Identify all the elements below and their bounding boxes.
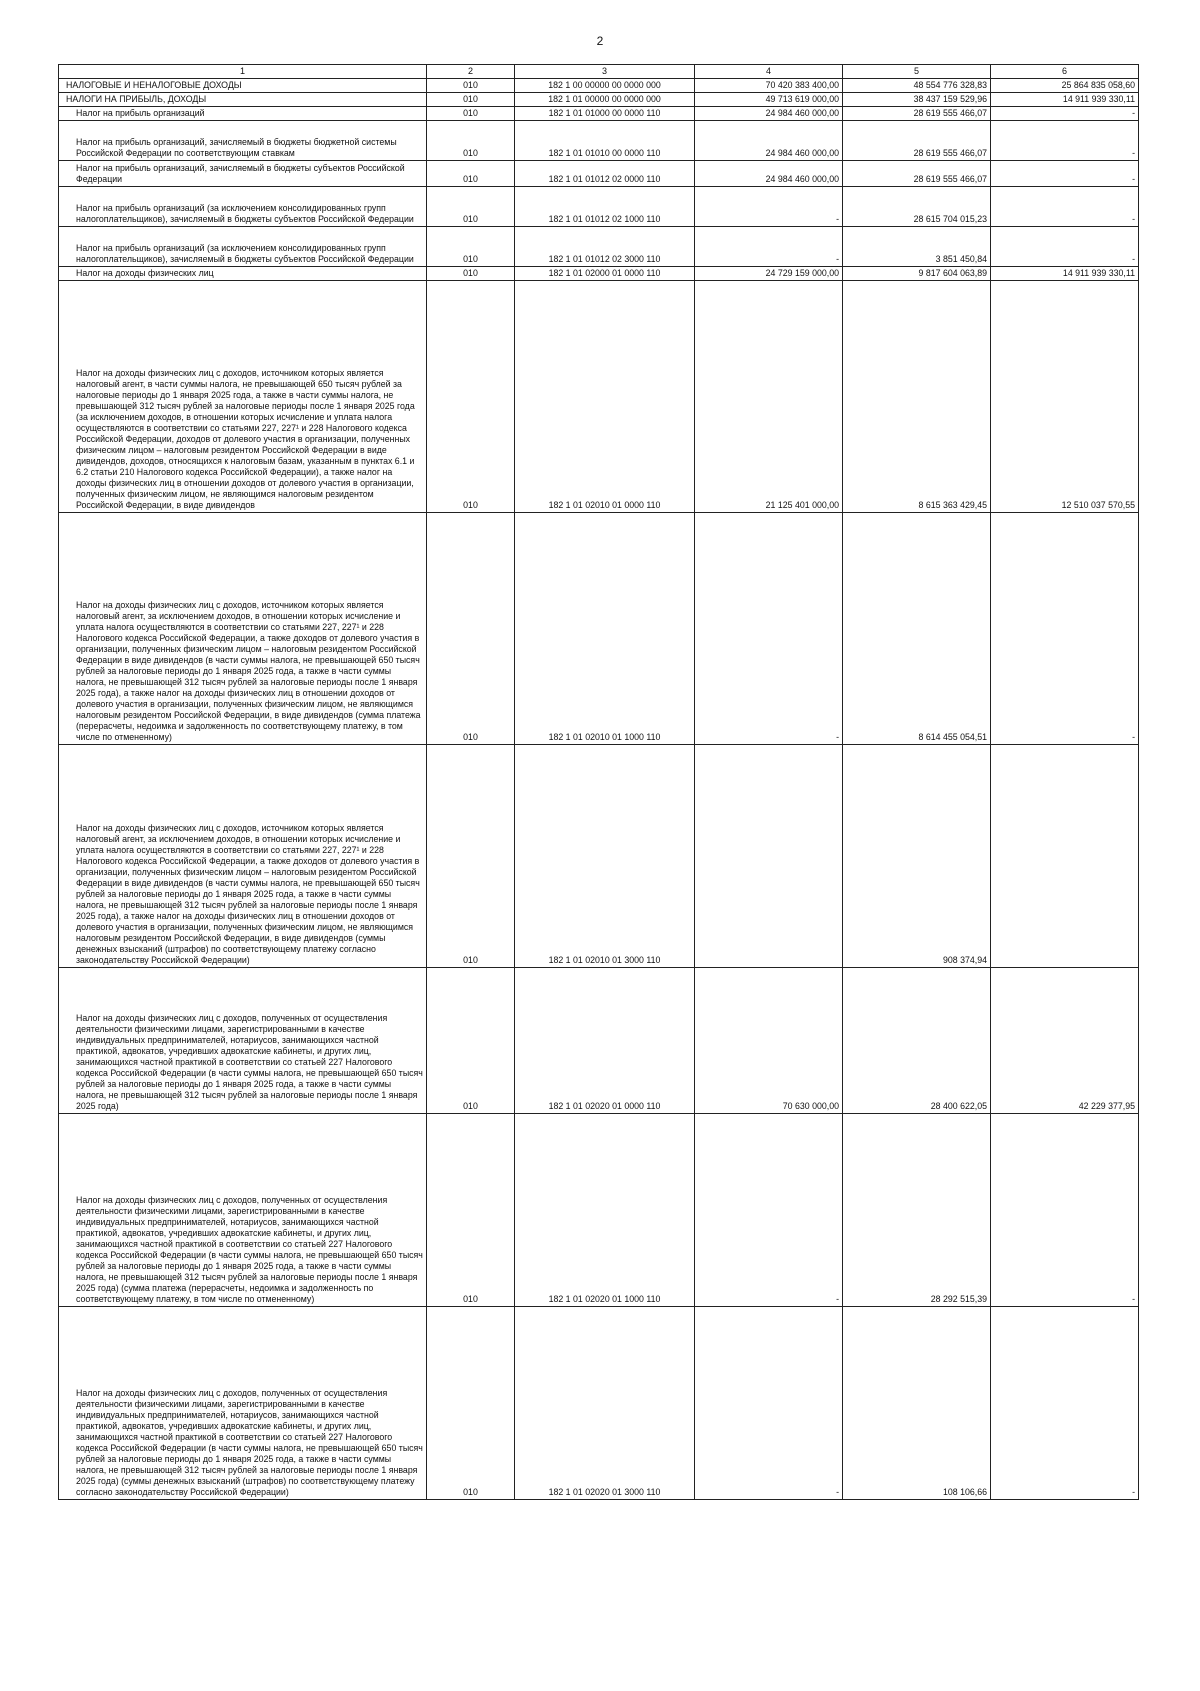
column-header: 5 [843,65,991,79]
executed-amount-cell: 3 851 450,84 [843,227,991,267]
column-header: 1 [59,65,427,79]
table-row [59,281,1139,513]
indicator-name: Налог на доходы физических лиц с доходов, полученных от осуществления деятельности физическими лицами, зарегистрированными в качестве индивидуальных предпринимателей, нотариусов, занимающихся частной практикой, адвокатов, учредивших адвокатские кабинеты, и других лиц, занимающихся частной практикой в соответствии со статьей 227 Налогового кодекса Российской Федерации (в части суммы налога, не превышающей 650 тысяч рублей за налоговые периоды до 1 января 2025 года, а также в части суммы налога, не превышающей 312 тысяч рублей за налоговые периоды после 1 января 2025 года) [76,1013,423,1112]
budget-classification-code-cell: 182 1 01 02010 01 3000 110 [515,745,695,968]
line-code-cell: 010 [427,1307,515,1500]
executed-amount-cell: 8 614 455 054,51 [843,513,991,745]
approved-amount-cell: - [695,227,843,267]
approved-amount-cell: 24 984 460 000,00 [695,161,843,187]
approved-amount-cell: - [695,513,843,745]
table-row [59,968,1139,1114]
line-code-cell: 010 [427,107,515,121]
approved-amount-cell: 24 984 460 000,00 [695,121,843,161]
budget-classification-code-cell: 182 1 01 00000 00 0000 000 [515,93,695,107]
line-code-cell: 010 [427,968,515,1114]
budget-classification-code-cell: 182 1 01 01012 02 1000 110 [515,187,695,227]
line-code-cell: 010 [427,281,515,513]
table-row [59,267,1139,281]
column-header: 3 [515,65,695,79]
budget-classification-code-cell: 182 1 01 01010 00 0000 110 [515,121,695,161]
indicator-name-cell [59,513,427,745]
table-row [59,79,1139,93]
approved-amount-cell: 49 713 619 000,00 [695,93,843,107]
unexecuted-amount-cell: - [991,107,1139,121]
line-code-cell: 010 [427,267,515,281]
table-row [59,1114,1139,1307]
approved-amount-cell: 24 729 159 000,00 [695,267,843,281]
indicator-name: НАЛОГИ НА ПРИБЫЛЬ, ДОХОДЫ [66,94,207,105]
budget-classification-code-cell: 182 1 01 02010 01 0000 110 [515,281,695,513]
executed-amount-cell: 28 619 555 466,07 [843,121,991,161]
approved-amount-cell: - [695,1307,843,1500]
approved-amount-cell [695,745,843,968]
approved-amount-cell: 70 630 000,00 [695,968,843,1114]
unexecuted-amount-cell: - [991,161,1139,187]
indicator-name-cell [59,121,427,161]
indicator-name-cell [59,281,427,513]
budget-classification-code-cell: 182 1 01 01012 02 0000 110 [515,161,695,187]
budget-classification-code-cell: 182 1 01 02020 01 1000 110 [515,1114,695,1307]
table-row [59,187,1139,227]
indicator-name-cell [59,93,427,107]
executed-amount-cell: 108 106,66 [843,1307,991,1500]
executed-amount-cell: 28 292 515,39 [843,1114,991,1307]
indicator-name: Налог на прибыль организаций, зачисляемый в бюджеты бюджетной системы Российской Федерации по соответствующим ставкам [76,137,397,159]
line-code-cell: 010 [427,745,515,968]
table-row [59,1307,1139,1500]
report-table [58,64,1139,1500]
indicator-name-cell [59,1307,427,1500]
indicator-name: Налог на прибыль организаций, зачисляемый в бюджеты субъектов Российской Федерации [76,163,405,185]
table-row [59,161,1139,187]
indicator-name: Налог на прибыль организаций (за исключением консолидированных групп налогоплательщиков), зачисляемый в бюджеты субъектов Российской Федерации [76,203,414,225]
executed-amount-cell: 38 437 159 529,96 [843,93,991,107]
indicator-name: Налог на доходы физических лиц с доходов, источником которых является налоговый агент, за исключением доходов, в отношении которых исчисление и уплата налога осуществляются в соответствии со статьями 227, 227¹ и 228 Налогового кодекса Российской Федерации, а также доходов от долевого участия в организации, полученных физическим лицом – налоговым резидентом Российской Федерации в виде дивидендов (в части суммы налога, не превышающей 650 тысяч рублей за налоговые периоды до 1 января 2025 года, а также в части суммы налога, не превышающей 312 тысяч рублей за налоговые периоды после 1 января 2025 года), а также налог на доходы физических лиц в отношении доходов от долевого участия в организации, полученных физическим лицом, не являющимся налоговым резидентом Российской Федерации, в виде дивидендов (суммы денежных взысканий (штрафов) по соответствующему платежу согласно законодательству Российской Федерации) [76,823,420,966]
approved-amount-cell: 70 420 383 400,00 [695,79,843,93]
table-row [59,745,1139,968]
indicator-name: Налог на доходы физических лиц с доходов, источником которых является налоговый агент, за исключением доходов, в отношении которых исчисление и уплата налога осуществляются в соответствии со статьями 227, 227¹ и 228 Налогового кодекса Российской Федерации, а также доходов от долевого участия в организации, полученных физическим лицом – налоговым резидентом Российской Федерации в виде дивидендов (в части суммы налога, не превышающей 650 тысяч рублей за налоговые периоды до 1 января 2025 года, а также в части суммы налога, не превышающей 312 тысяч рублей за налоговые периоды после 1 января 2025 года), а также налог на доходы физических лиц в отношении доходов от долевого участия в организации, полученных физическим лицом, не являющимся налоговым резидентом Российской Федерации, в виде дивидендов (сумма платежа (перерасчеты, недоимка и задолженность по соответствующему платежу, в том числе по отмененному) [76,600,421,743]
table-row [59,227,1139,267]
line-code-cell: 010 [427,1114,515,1307]
executed-amount-cell: 48 554 776 328,83 [843,79,991,93]
table-row [59,121,1139,161]
budget-classification-code-cell: 182 1 01 02020 01 0000 110 [515,968,695,1114]
budget-classification-code-cell: 182 1 01 01012 02 3000 110 [515,227,695,267]
unexecuted-amount-cell [991,745,1139,968]
indicator-name: Налог на прибыль организаций [76,108,205,119]
executed-amount-cell: 28 615 704 015,23 [843,187,991,227]
executed-amount-cell: 908 374,94 [843,745,991,968]
budget-classification-code-cell: 182 1 01 02000 01 0000 110 [515,267,695,281]
budget-classification-code-cell: 182 1 01 01000 00 0000 110 [515,107,695,121]
approved-amount-cell: 21 125 401 000,00 [695,281,843,513]
line-code-cell: 010 [427,93,515,107]
indicator-name: НАЛОГОВЫЕ И НЕНАЛОГОВЫЕ ДОХОДЫ [66,80,242,91]
line-code-cell: 010 [427,79,515,93]
unexecuted-amount-cell: 25 864 835 058,60 [991,79,1139,93]
indicator-name-cell [59,1114,427,1307]
indicator-name: Налог на доходы физических лиц с доходов, источником которых является налоговый агент, в части суммы налога, не превышающей 650 тысяч рублей за налоговые периоды до 1 января 2025 года, а также в части суммы налога, не превышающей 312 тысяч рублей за налоговые периоды после 1 января 2025 года (за исключением доходов, в отношении которых исчисление и уплата налога осуществляются в соответствии со статьями 227, 227¹ и 228 Налогового кодекса Российской Федерации, доходов от долевого участия в организации, полученных физическим лицом – налоговым резидентом Российской Федерации в виде дивидендов, доходов, относящихся к налоговым базам, указанным в пунктах 6.1 и 6.2 статьи 210 Налогового кодекса Российской Федерации), а также налог на доходы физических лиц в отношении доходов от долевого участия в организации, полученных физическим лицом, не являющимся налоговым резидентом Российской Федерации, в виде дивидендов [76,368,415,511]
unexecuted-amount-cell: 42 229 377,95 [991,968,1139,1114]
line-code-cell: 010 [427,121,515,161]
column-header: 2 [427,65,515,79]
executed-amount-cell: 8 615 363 429,45 [843,281,991,513]
unexecuted-amount-cell: - [991,227,1139,267]
indicator-name-cell [59,107,427,121]
indicator-name: Налог на доходы физических лиц с доходов, полученных от осуществления деятельности физическими лицами, зарегистрированными в качестве индивидуальных предпринимателей, нотариусов, занимающихся частной практикой, адвокатов, учредивших адвокатские кабинеты, и других лиц, занимающихся частной практикой в соответствии со статьей 227 Налогового кодекса Российской Федерации (в части суммы налога, не превышающей 650 тысяч рублей за налоговые периоды до 1 января 2025 года, а также в части суммы налога, не превышающей 312 тысяч рублей за налоговые периоды после 1 января 2025 года) (суммы денежных взысканий (штрафов) по соответствующему платежу согласно законодательству Российской Федерации) [76,1388,423,1498]
column-number-row [59,65,1139,79]
page-number: 2 [596,34,604,48]
line-code-cell: 010 [427,161,515,187]
indicator-name-cell [59,187,427,227]
unexecuted-amount-cell: - [991,1307,1139,1500]
table-row [59,513,1139,745]
indicator-name-cell [59,968,427,1114]
indicator-name: Налог на доходы физических лиц с доходов, полученных от осуществления деятельности физическими лицами, зарегистрированными в качестве индивидуальных предпринимателей, нотариусов, занимающихся частной практикой, адвокатов, учредивших адвокатские кабинеты, и других лиц, занимающихся частной практикой в соответствии со статьей 227 Налогового кодекса Российской Федерации (в части суммы налога, не превышающей 650 тысяч рублей за налоговые периоды до 1 января 2025 года, а также в части суммы налога, не превышающей 312 тысяч рублей за налоговые периоды после 1 января 2025 года) (сумма платежа (перерасчеты, недоимка и задолженность по соответствующему платежу, в том числе по отмененному) [76,1195,423,1305]
line-code-cell: 010 [427,227,515,267]
budget-classification-code-cell: 182 1 00 00000 00 0000 000 [515,79,695,93]
executed-amount-cell: 28 400 622,05 [843,968,991,1114]
approved-amount-cell: 24 984 460 000,00 [695,107,843,121]
unexecuted-amount-cell: - [991,1114,1139,1307]
executed-amount-cell: 28 619 555 466,07 [843,107,991,121]
indicator-name-cell [59,745,427,968]
unexecuted-amount-cell: - [991,187,1139,227]
budget-classification-code-cell: 182 1 01 02010 01 1000 110 [515,513,695,745]
indicator-name-cell [59,161,427,187]
indicator-name-cell [59,227,427,267]
unexecuted-amount-cell: 14 911 939 330,11 [991,267,1139,281]
budget-classification-code-cell: 182 1 01 02020 01 3000 110 [515,1307,695,1500]
indicator-name: Налог на прибыль организаций (за исключением консолидированных групп налогоплательщиков), зачисляемый в бюджеты субъектов Российской Федерации [76,243,414,265]
table-row [59,93,1139,107]
indicator-name-cell [59,267,427,281]
line-code-cell: 010 [427,513,515,745]
line-code-cell: 010 [427,187,515,227]
executed-amount-cell: 28 619 555 466,07 [843,161,991,187]
unexecuted-amount-cell: 12 510 037 570,55 [991,281,1139,513]
executed-amount-cell: 9 817 604 063,89 [843,267,991,281]
approved-amount-cell: - [695,187,843,227]
unexecuted-amount-cell: 14 911 939 330,11 [991,93,1139,107]
unexecuted-amount-cell: - [991,513,1139,745]
approved-amount-cell: - [695,1114,843,1307]
indicator-name: Налог на доходы физических лиц [76,268,214,279]
indicator-name-cell [59,79,427,93]
table-row [59,107,1139,121]
column-header: 6 [991,65,1139,79]
column-header: 4 [695,65,843,79]
unexecuted-amount-cell: - [991,121,1139,161]
